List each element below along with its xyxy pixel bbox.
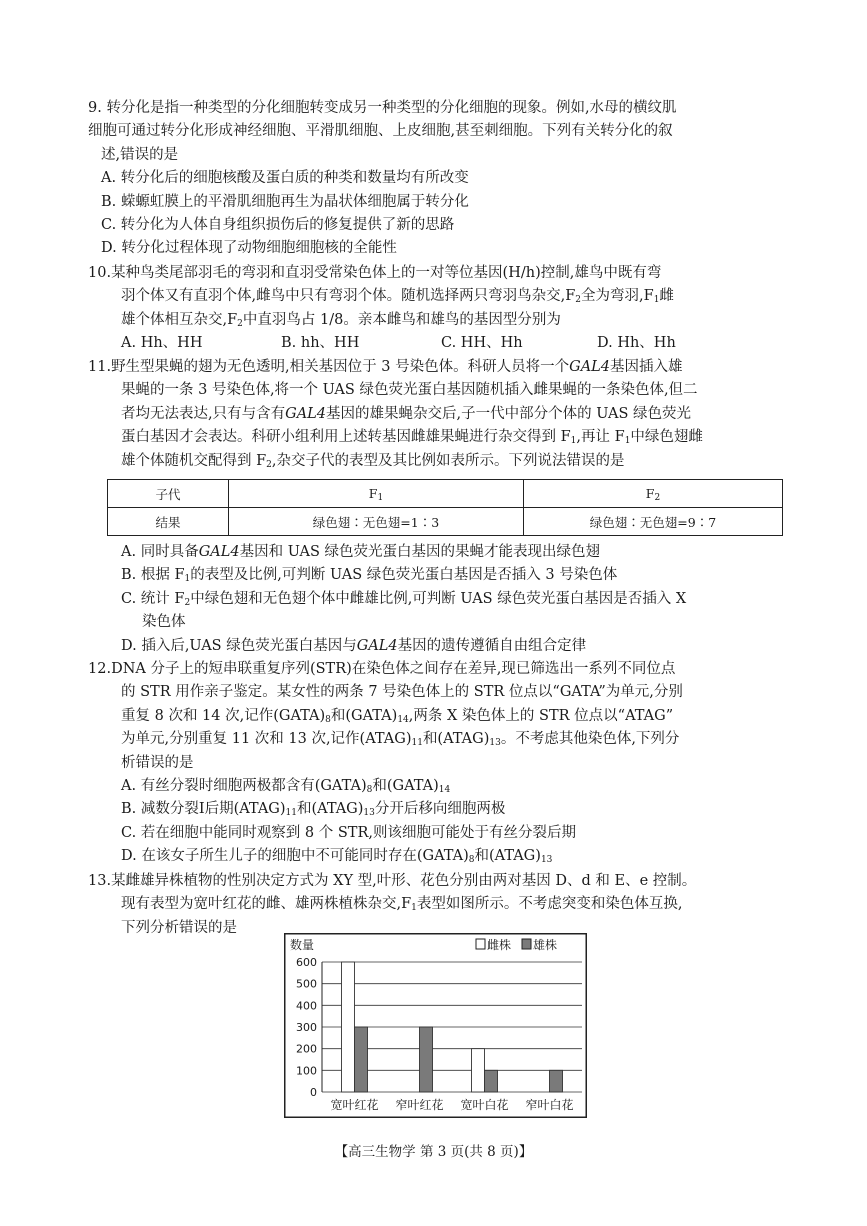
chart-frame — [285, 934, 587, 1118]
q10-options — [88, 332, 788, 355]
chart-y-tick-label: 600 — [296, 956, 317, 969]
q11-option-d: D. 插入后,UAS 绿色荧光蛋白基因与GAL4基因的遗传遵循自由组合定律 — [121, 637, 587, 654]
question-10 — [88, 262, 788, 356]
chart-x-tick-label: 窄叶红花 — [395, 1098, 444, 1112]
q13-number: 13. — [88, 873, 112, 889]
chart-x-tick-label: 窄叶白花 — [525, 1098, 574, 1112]
chart-bar — [550, 1070, 563, 1092]
q9-stem-line-3: 述,错误的是 — [101, 146, 179, 163]
q11-number: 11. — [88, 359, 112, 375]
chart-bar — [342, 962, 355, 1092]
chart-x-tick-label: 宽叶红花 — [330, 1098, 379, 1112]
q13-stem-line-1: 13.某雌雄异株植物的性别决定方式为 XY 型,叶形、花色分别由两对基因 D、d 和 E、e 控制。 — [88, 873, 697, 889]
q12-number: 12. — [88, 661, 112, 677]
q9-option-b: B. 蝾螈虹膜上的平滑肌细胞再生为晶状体细胞属于转分化 — [101, 193, 469, 210]
q12-stem-line-3: 重复 8 次和 14 次,记作$(GATA)_8$和$(GATA)_{14}$,两条 X 染色体上的 STR 位点以“ATAG” — [121, 707, 674, 725]
q12-option-a: A. 有丝分裂时细胞两极都含有$(GATA)_8$和$(GATA)_{14}$ — [121, 778, 451, 796]
question-13 — [88, 870, 788, 940]
q12-option-d: D. 在该女子所生儿子的细胞中不可能同时存在$(GATA)_8$和$(ATAG)_{13}$ — [121, 848, 553, 866]
table-row — [108, 480, 783, 508]
chart-legend-label: 雌株 — [487, 938, 512, 952]
q12-stem-line-2: 的 STR 用作亲子鉴定。某女性的两条 7 号染色体上的 STR 位点以“GATA”为单元,分别 — [121, 684, 683, 701]
q13-stem-line-3: 下列分析错误的是 — [121, 919, 237, 936]
chart-y-tick-label: 100 — [296, 1064, 317, 1078]
chart-x-tick-label: 宽叶白花 — [460, 1098, 509, 1112]
question-9 — [88, 97, 788, 261]
q9-option-c: C. 转分化为人体自身组织损伤后的修复提供了新的思路 — [101, 217, 455, 234]
chart-y-axis-label: 数量 — [290, 938, 315, 952]
q12-stem-line-5: 析错误的是 — [121, 754, 194, 771]
chart-legend-label: 雄株 — [533, 938, 558, 952]
chart-y-tick-label: 200 — [296, 1042, 317, 1056]
q9-stem-line-1: 9. 转分化是指一种类型的分化细胞转变成另一种类型的分化细胞的现象。例如,水母的横纹肌 — [88, 100, 677, 116]
chart-y-tick-label: 300 — [296, 1021, 317, 1034]
table-header-f2: $F_2$ — [524, 480, 783, 508]
q11-option-a: A. 同时具备GAL4基因和 UAS 绿色荧光蛋白基因的果蝇才能表现出绿色翅 — [121, 544, 601, 560]
q10-text: 某种鸟类尾部羽毛的弯羽和直羽受常染色体上的一对等位基因(H/h)控制,雄鸟中既有弯 — [111, 265, 662, 281]
chart-y-tick-label: 500 — [296, 977, 317, 991]
table-cell-f1-result: 绿色翅∶无色翅=1∶3 — [229, 508, 524, 536]
q9-option-a: A. 转分化后的细胞核酸及蛋白质的种类和数量均有所改变 — [101, 170, 469, 187]
q11-option-b: B. 根据 $F_1$的表型及比例,可判断 UAS 绿色荧光蛋白基因是否插入 3 号染色体 — [121, 567, 618, 585]
q12-stem-line-1: 12.DNA 分子上的短串联重复序列(STR)在染色体之间存在差异,现已筛选出一系列不同位点 — [88, 661, 676, 677]
q12-option-c: C. 若在细胞中能同时观察到 8 个 STR,则该细胞可能处于有丝分裂后期 — [121, 824, 576, 841]
q11-stem-line-5: 雄个体随机交配得到 $F_2$,杂交子代的表型及其比例如表所示。下列说法错误的是 — [121, 452, 625, 470]
chart-bar — [472, 1049, 485, 1092]
q9-stem-line-2: 细胞可通过转分化形成神经细胞、平滑肌细胞、上皮细胞,甚至刺细胞。下列有关转分化的叙 — [88, 123, 673, 140]
q13-bar-chart — [284, 933, 587, 1118]
question-11-options — [88, 541, 788, 658]
q11-option-c: C. 统计 $F_2$中绿色翅和无色翅个体中雌雄比例,可判断 UAS 绿色荧光蛋白基因是否插入 X — [121, 590, 687, 608]
q10-option-b: B. hh、HH — [281, 335, 360, 352]
q13-stem-line-2: 现有表型为宽叶红花的雌、雄两株植株杂交$,F_1$表型如图所示。不考虑突变和染色体互换, — [121, 896, 683, 914]
chart-legend-swatch — [476, 939, 485, 949]
chart-y-tick-label: 0 — [310, 1086, 317, 1099]
q10-option-a: A. Hh、HH — [121, 335, 203, 352]
table-row — [108, 508, 783, 536]
chart-y-tick-label: 400 — [296, 999, 317, 1013]
chart-bar — [355, 1027, 368, 1092]
q10-stem-line-2: 羽个体又有直羽个体,雌鸟中只有弯羽个体。随机选择两只弯羽鸟杂交$,F_2$全为弯羽$,F_1$雌 — [121, 288, 674, 306]
q12-stem-line-4: 为单元,分别重复 11 次和 13 次,记作$(ATAG)_{11}$和$(ATAG)_{13}$。不考虑其他染色体,下列分 — [121, 731, 680, 749]
question-12 — [88, 658, 788, 869]
q10-option-c: C. HH、Hh — [441, 335, 523, 352]
page-footer: 【高三生物学 第 3 页(共 8 页)】 — [334, 1144, 533, 1160]
q9-option-d: D. 转分化过程体现了动物细胞细胞核的全能性 — [101, 240, 397, 257]
chart-bar — [420, 1027, 433, 1092]
chart-bar — [485, 1070, 498, 1092]
q11-result-table — [107, 479, 783, 536]
q11-stem-line-3: 者均无法表达,只有与含有GAL4基因的雄果蝇杂交后,子一代中部分个体的 UAS 绿色荧光 — [121, 405, 692, 422]
chart-legend-swatch — [522, 939, 531, 949]
question-11 — [88, 356, 788, 473]
table-cell-result-label: 结果 — [108, 508, 229, 536]
table-header-offspring: 子代 — [108, 480, 229, 508]
q12-option-b: B. 减数分裂Ⅰ后期$(ATAG)_{11}$和$(ATAG)_{13}$分开后移向细胞两极 — [121, 801, 506, 819]
q11-option-c-cont: 染色体 — [142, 614, 186, 631]
q10-number: 10. — [88, 265, 112, 281]
q10-stem-line-3: 雄个体相互杂交$,F_2$中直羽鸟占 1/8。亲本雌鸟和雄鸟的基因型分别为 — [121, 311, 561, 329]
table-header-f1: $F_1$ — [229, 480, 524, 508]
q10-stem-line-1 — [88, 262, 788, 285]
q10-option-d: D. Hh、Hh — [597, 335, 676, 352]
table-cell-f2-result: 绿色翅∶无色翅=9∶7 — [524, 508, 783, 536]
q11-stem-line-1: 11.野生型果蝇的翅为无色透明,相关基因位于 3 号染色体。科研人员将一个GAL4基因插入雄 — [88, 359, 683, 375]
q11-stem-line-2: 果蝇的一条 3 号染色体,将一个 UAS 绿色荧光蛋白基因随机插入雌果蝇的一条染色体,但二 — [121, 382, 698, 399]
q11-stem-line-4: 蛋白基因才会表达。科研小组利用上述转基因雌雄果蝇进行杂交得到 $F_1$,再让 $F_1$中绿色翅雌 — [121, 429, 703, 447]
